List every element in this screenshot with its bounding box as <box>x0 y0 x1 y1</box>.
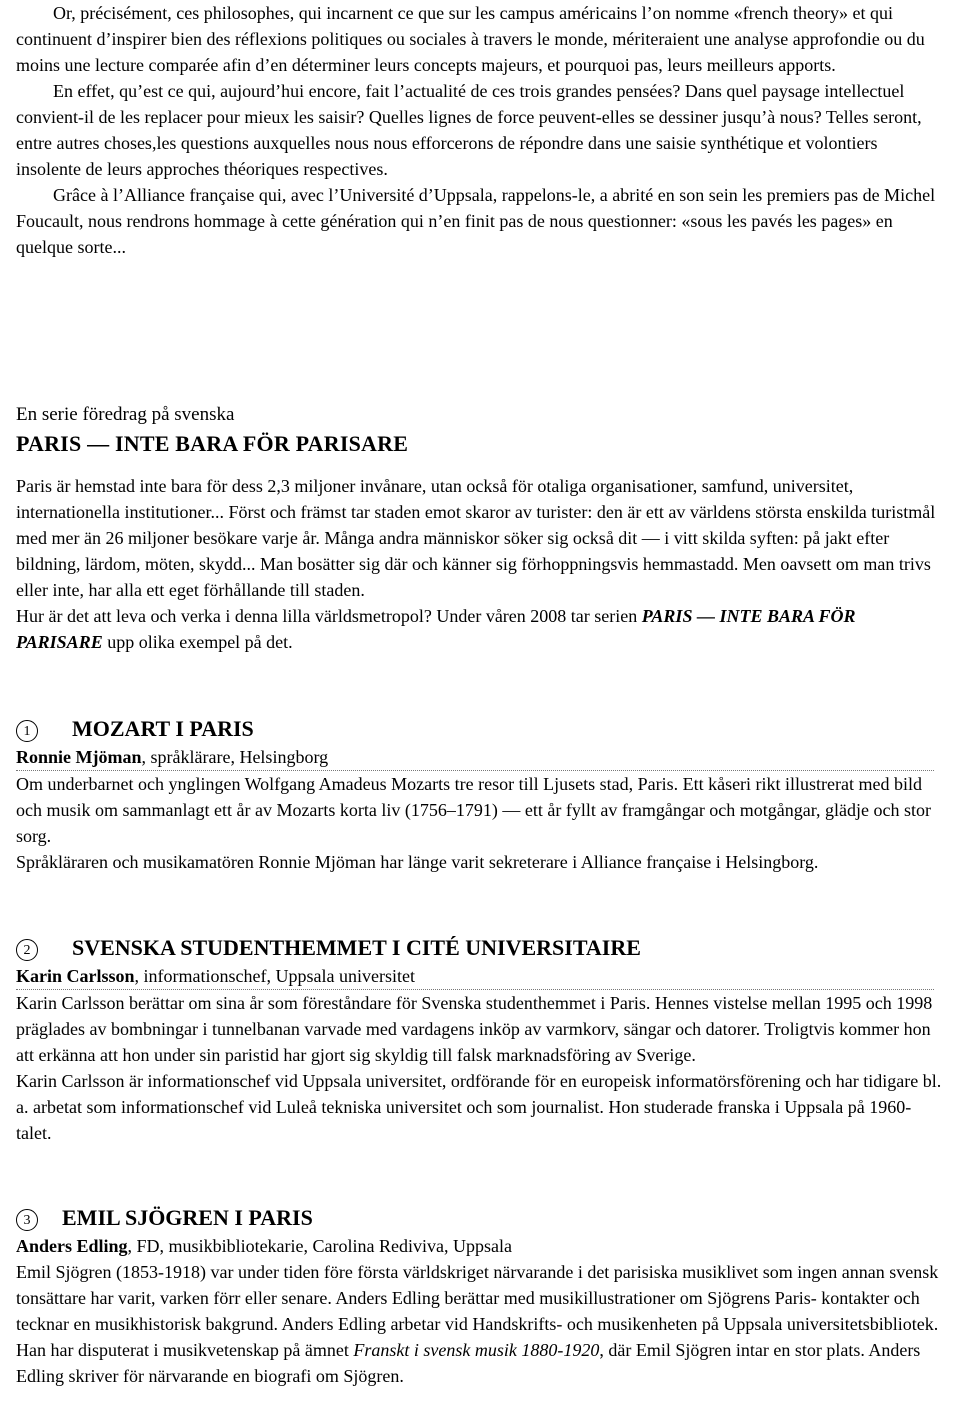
circled-number-3-icon: 3 <box>16 1209 38 1231</box>
lecture-3-speaker-role: , FD, musikbibliotekarie, Carolina Rediviva, Uppsala <box>127 1236 512 1256</box>
lecture-3 <box>16 1203 946 1389</box>
lecture-3-speaker <box>16 1233 946 1259</box>
circled-number-2-icon: 2 <box>16 939 38 961</box>
lecture-2 <box>16 933 946 1146</box>
lecture-1-paragraph-1: Om underbarnet och ynglingen Wolfgang Amadeus Mozarts tre resor till Ljusets stad, Paris. Ett kåseri rikt illustrerat med bild och musik om sammanlagt ett år av Mozarts korta liv (1756–1791) — ett år fyllt av framgångar och motgångar, glädje och stor sorg. <box>16 774 932 846</box>
intro-paragraph-1: Or, précisément, ces philosophes, qui incarnent ce que sur les campus américains l’on nomme «french theory» et qui continuent d’inspirer bien des réflexions politiques ou sociales à travers le monde, mériteraient une analyse approfondie ou du moins une lecture comparée afin d’en déterminer leurs concepts majeurs, et pourquoi pas, leurs meilleurs apports. <box>16 3 925 75</box>
series-intro: En serie föredrag på svenska <box>16 404 235 425</box>
lecture-3-paragraph-1-end: , där Emil Sjögren intar en stor plats. Anders Edling skriver för närvarande en biografi om Sjögren. <box>16 1340 921 1386</box>
lecture-1-heading <box>16 714 946 744</box>
series-title: PARIS — INTE BARA FÖR PARISARE <box>16 431 409 456</box>
circled-number-1-icon: 1 <box>16 720 38 742</box>
lecture-2-paragraph-2: Karin Carlsson är informationschef vid Uppsala universitet, ordförande för en europeisk informatörsförening och har tidigare bl. a. arbetat som informationschef vid Luleå tekniska universitet och som journalist. Hon studerade franska i Uppsala på 1960-talet. <box>16 1071 942 1143</box>
series-paragraph-2-start: Hur är det att leva och verka i denna lilla världsmetropol? Under våren 2008 tar serien <box>16 606 642 626</box>
series-paragraph-2-end: upp olika exempel på det. <box>102 632 293 652</box>
intro-paragraph-3: Grâce à l’Alliance française qui, avec l’Université d’Uppsala, rappelons-le, a abrité en son sein les premiers pas de Michel Foucault, nous rendrons hommage à cette génération qui n’en finit pas de nous questionner: «sous les pavés les pages» en quelque sorte... <box>16 185 936 257</box>
lecture-3-thesis-title: Franskt i svensk musik 1880-1920 <box>353 1340 600 1360</box>
lecture-1-speaker <box>16 744 946 770</box>
lecture-3-title: EMIL SJÖGREN I PARIS <box>62 1205 313 1230</box>
intro-paragraph-2: En effet, qu’est ce qui, aujourd’hui encore, fait l’actualité de ces trois grandes pensées? Dans quel paysage intellectuel convient-il de les replacer pour mieux les saisir? Quelles lignes de force peuvent-elles se dessiner jusqu’à nous? Telles seront, entre autres choses,les questions auxquelles nous nous efforcerons de répondre dans une saisie synthétique et volontiers insolente de leurs approches théoriques respectives. <box>16 81 922 179</box>
lecture-1-speaker-name: Ronnie Mjöman <box>16 747 142 767</box>
lecture-3-heading <box>16 1203 946 1233</box>
lecture-1-paragraph-2: Språkläraren och musikamatören Ronnie Mjöman har länge varit sekreterare i Alliance française i Helsingborg. <box>16 852 819 872</box>
series-paragraph-2-title: PARIS — INTE BARA FÖR PARISARE <box>16 606 856 652</box>
lecture-2-speaker-name: Karin Carlsson <box>16 966 135 986</box>
lecture-3-paragraph-1 <box>16 1259 946 1389</box>
lecture-3-paragraph-1-start: Emil Sjögren (1853-1918) var under tiden före första världskriget närvarande i det parisiska musiklivet som ingen annan svensk tonsättare har varit, varken förr eller senare. Anders Edling berättar med musikillustrationer om Sjögrens Paris- kontakter och tecknar en musikhistorisk bakgrund. Anders Edling arbetar vid Handskrifts- och musikenheten på Uppsala universitetsbibliotek. Han har disputerat i musikvetenskap på ämnet <box>16 1262 939 1360</box>
series-paragraph-1: Paris är hemstad inte bara för dess 2,3 miljoner invånare, utan också för otaliga organisationer, samfund, universitet, internationella institutioner... Först och främst tar staden emot skaror av turister: den är ett av världens största enskilda turistmål med mer än 26 miljoner besökare varje år. Många andra människor söker sig också dit — i vitt skilda syften: på jakt efter bildning, lärdom, möten, skydd... Man bosätter sig där och känner sig förhoppningsvis hemmastadd. Men oavsett om man trivs eller inte, har alla ett eget förhållande till staden. <box>16 476 936 600</box>
lecture-2-speaker-role: , informationschef, Uppsala universitet <box>134 966 415 986</box>
lecture-1-title: MOZART I PARIS <box>72 716 254 741</box>
lecture-2-heading <box>16 933 946 963</box>
lecture-2-title: SVENSKA STUDENTHEMMET I CITÉ UNIVERSITAIRE <box>72 935 641 960</box>
french-intro <box>16 0 946 260</box>
lecture-2-speaker <box>16 963 946 989</box>
lecture-2-paragraph-1: Karin Carlsson berättar om sina år som föreståndare för Svenska studenthemmet i Paris. Hennes vistelse mellan 1995 och 1998 präglades av bombningar i tunnelbanan varvade med vardagens inköp av varmkorv, sängar och datorer. Troligtvis kommer hon att erkänna att hon under sin paristid har gjort sig skyldig till falsk marknadsföring av Sverige. <box>16 993 933 1065</box>
lecture-3-speaker-name: Anders Edling <box>16 1236 128 1256</box>
lecture-series <box>16 402 946 655</box>
lecture-1-speaker-role: , språklärare, Helsingborg <box>141 747 329 767</box>
series-paragraph-2 <box>16 603 946 655</box>
lecture-1 <box>16 714 946 875</box>
